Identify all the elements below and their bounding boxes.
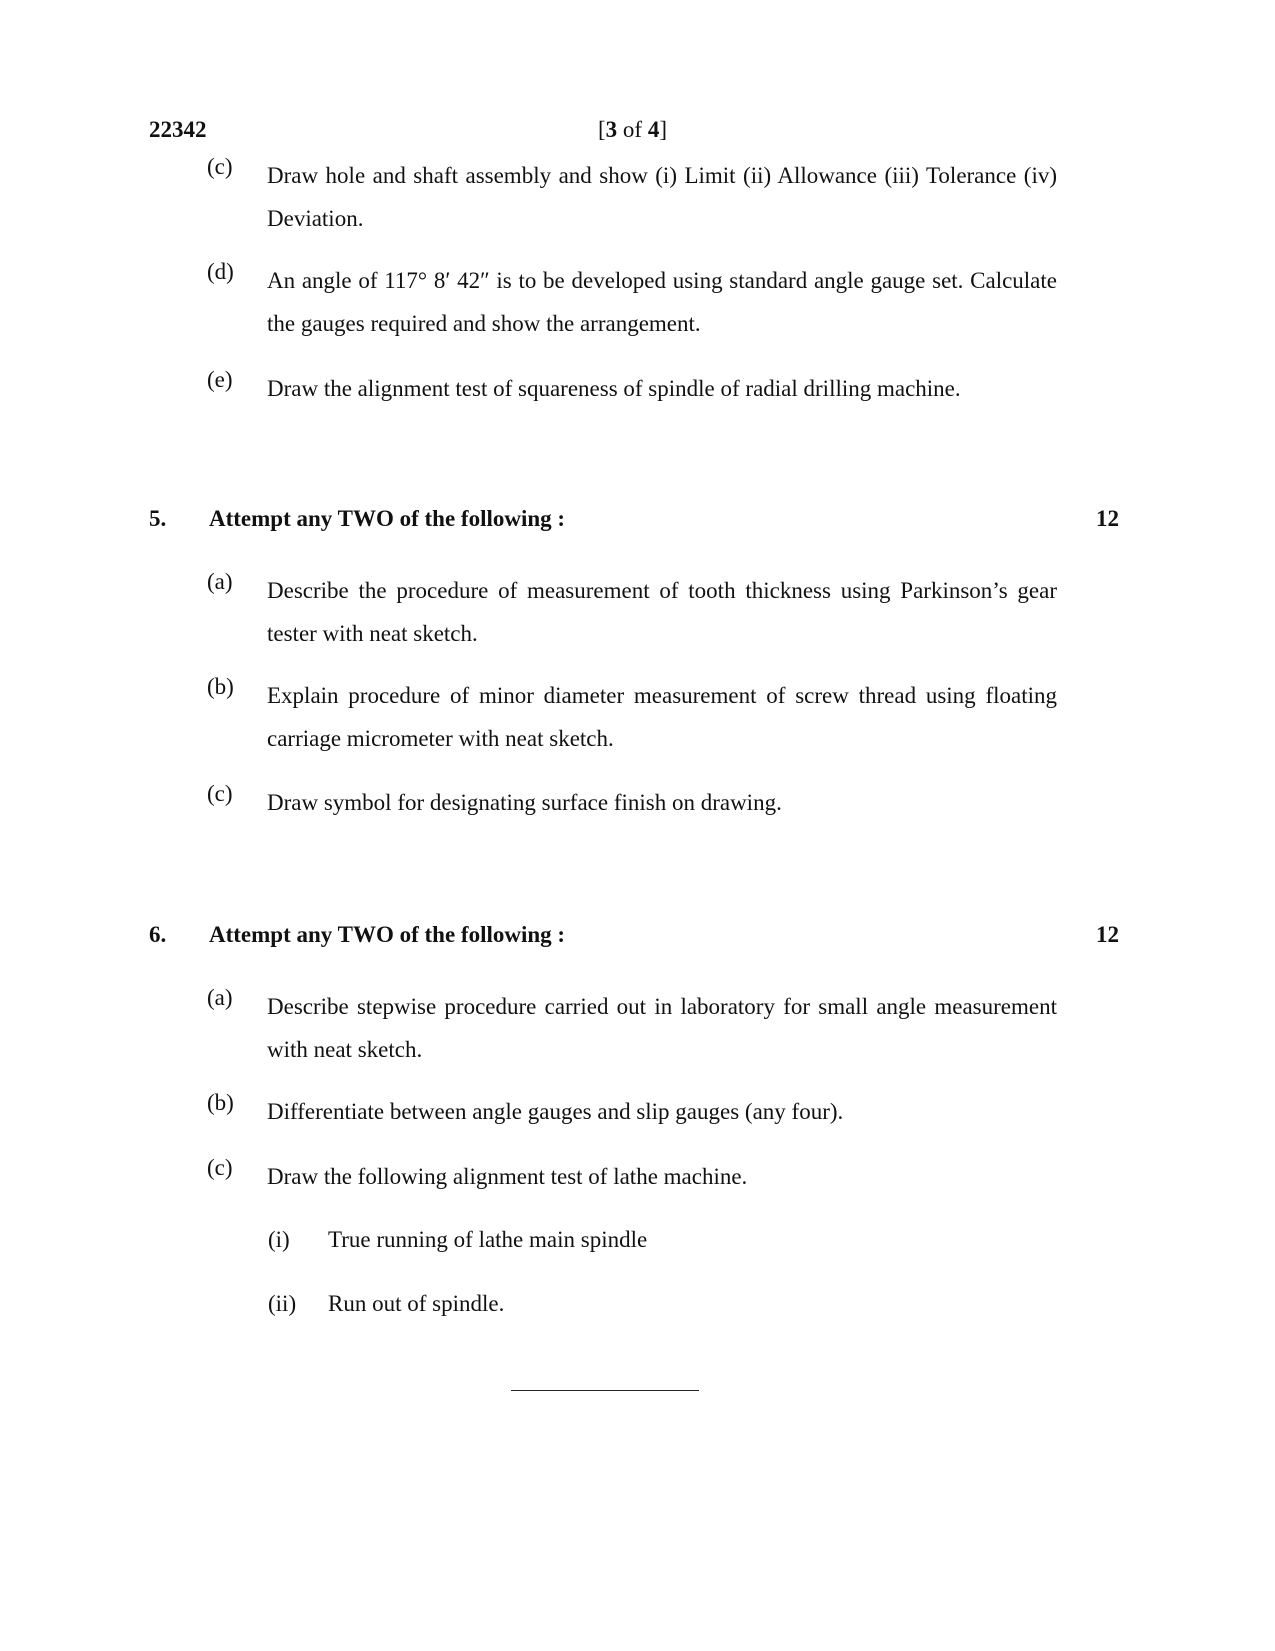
item-text: Draw symbol for designating surface finish on drawing. <box>267 790 782 815</box>
question-number: 6. <box>149 922 167 947</box>
item-text: Draw the following alignment test of lathe machine. <box>267 1164 748 1189</box>
question-marks: 12 <box>1096 922 1119 947</box>
subitem-text: True running of lathe main spindle <box>328 1227 648 1252</box>
item-text: Explain procedure of minor diameter measurement of screw thread using floating carriage micrometer with neat sketch. <box>267 683 1057 751</box>
question-marks: 12 <box>1096 506 1119 531</box>
page-separator: of <box>617 117 648 142</box>
subitem-label: (i) <box>268 1227 290 1252</box>
item-label: (c) <box>207 154 233 179</box>
item-label: (a) <box>207 569 233 594</box>
item-text: An angle of 117° 8′ 42″ is to be developed using standard angle gauge set. Calculate the gauges required and show the arrangement. <box>267 268 1057 336</box>
question-number: 5. <box>149 506 167 531</box>
item-label: (e) <box>207 367 233 392</box>
item-label: (c) <box>207 781 233 806</box>
item-text: Draw the alignment test of squareness of spindle of radial drilling machine. <box>267 376 961 401</box>
item-label: (b) <box>207 674 234 699</box>
item-text: Describe the procedure of measurement of tooth thickness using Parkinson’s gear tester with neat sketch. <box>267 578 1057 646</box>
page-current: 3 <box>605 117 618 142</box>
page-indicator: [3 of 4] <box>598 117 668 142</box>
page-total: 4 <box>647 117 660 142</box>
item-text: Differentiate between angle gauges and slip gauges (any four). <box>267 1099 844 1124</box>
subitem-text: Run out of spindle. <box>328 1291 505 1316</box>
item-label: (d) <box>207 259 234 284</box>
item-label: (c) <box>207 1155 233 1180</box>
subitem-label: (ii) <box>268 1291 297 1316</box>
question-title: Attempt any TWO of the following : <box>209 922 566 947</box>
item-label: (a) <box>207 985 233 1010</box>
question-title: Attempt any TWO of the following : <box>209 506 566 531</box>
paper-code: 22342 <box>149 117 207 142</box>
item-label: (b) <box>207 1090 234 1115</box>
end-of-paper-rule <box>511 1390 699 1391</box>
item-text: Describe stepwise procedure carried out in laboratory for small angle measurement with neat sketch. <box>267 994 1057 1062</box>
item-text: Draw hole and shaft assembly and show (i) Limit (ii) Allowance (iii) Tolerance (iv) Deviation. <box>267 163 1057 231</box>
